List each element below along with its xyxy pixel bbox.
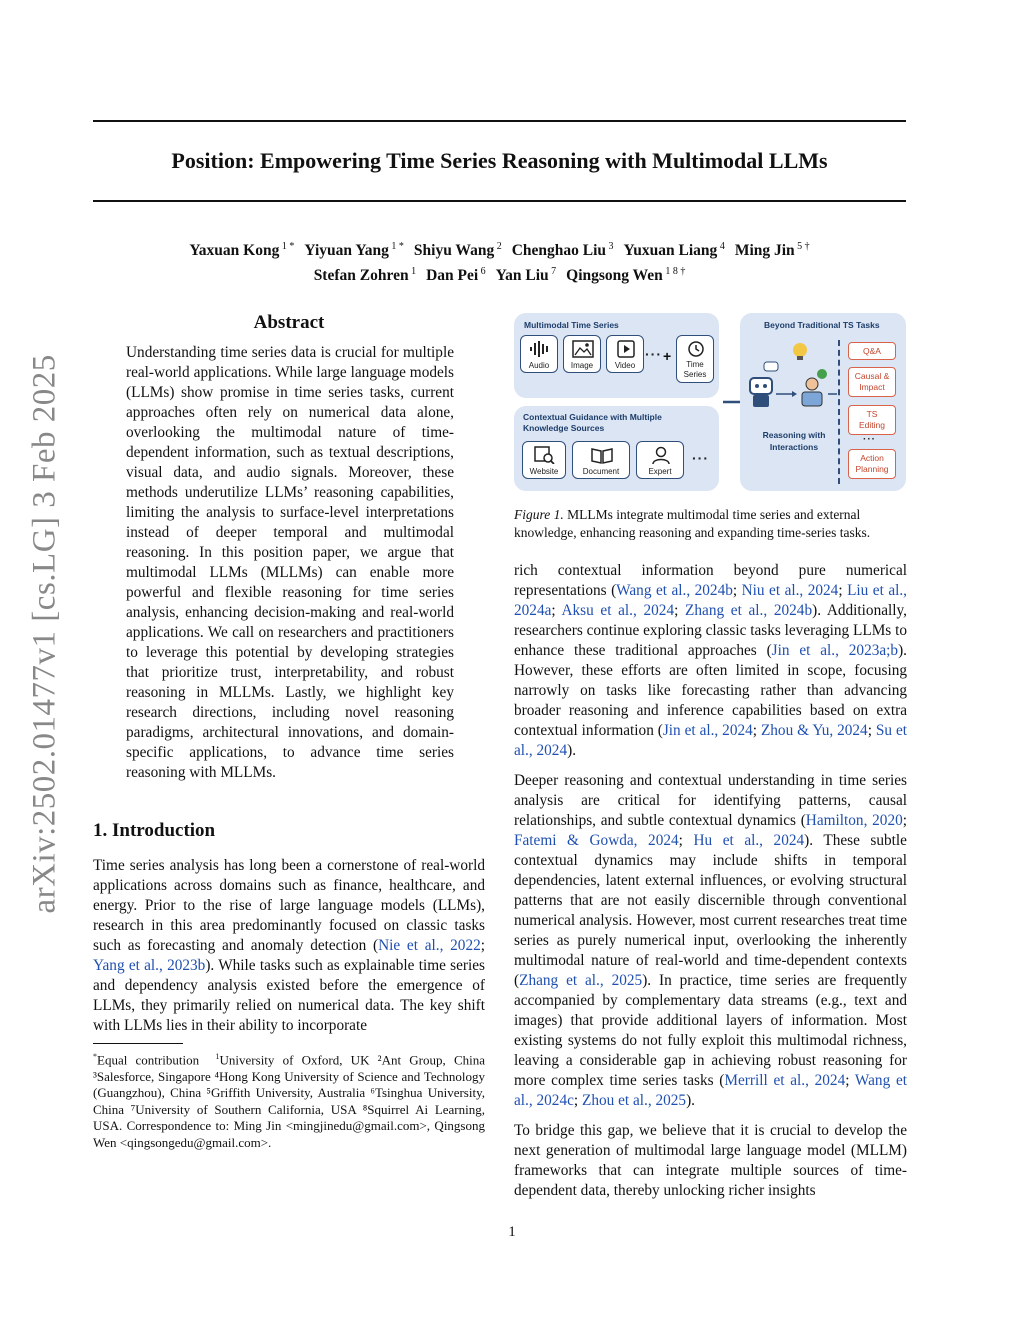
- title-top-rule: [93, 120, 906, 122]
- author: [735, 242, 810, 259]
- source-label: Website: [529, 467, 559, 476]
- arxiv-stamp: arXiv:2502.01477v1 [cs.LG] 3 Feb 2025: [26, 354, 63, 914]
- citation-link[interactable]: Nie et al., 2022: [378, 937, 481, 954]
- author: [496, 267, 557, 284]
- author: [624, 242, 725, 259]
- task-ts-editing: TS Editing: [848, 405, 896, 435]
- modality-label: Video: [614, 361, 636, 370]
- video-icon: [615, 340, 637, 358]
- citation-link[interactable]: Jin et al., 2024: [662, 722, 753, 739]
- author-affiliation: 3: [606, 241, 614, 252]
- author-name: Yan Liu: [495, 267, 549, 285]
- author-affiliation: 6: [478, 266, 486, 278]
- more-modalities-ellipsis: ···: [645, 346, 662, 362]
- audio-tile: [520, 335, 558, 373]
- source-label: Expert: [648, 467, 672, 476]
- document-book-icon: [591, 446, 613, 464]
- task-divider: [838, 340, 840, 484]
- author-affiliation: 2: [494, 241, 502, 252]
- panel-title: Multimodal Time Series: [524, 320, 619, 330]
- author-name: Qingsong Wen: [566, 267, 663, 285]
- citation-link[interactable]: Hamilton, 2020: [805, 812, 903, 829]
- citation-link[interactable]: Zhang et al., 2025: [519, 972, 643, 989]
- author-list: [93, 236, 906, 286]
- author-name: Chenghao Liu: [511, 242, 607, 260]
- footnote-rule: [93, 1043, 183, 1044]
- time-series-tile: [676, 335, 714, 383]
- author: [566, 267, 685, 284]
- author-name: Shiyu Wang: [413, 242, 495, 260]
- footnote-equal-contribution: Equal contribution: [97, 1052, 200, 1068]
- citation-link[interactable]: Yang et al., 2023b: [93, 957, 206, 974]
- abstract-heading: Abstract: [253, 312, 325, 333]
- video-tile: [606, 335, 644, 373]
- body-text: ). However, these efforts are often limited in scope, focusing narrowly on tasks like forecasting rather than advancing broader reasoning and inference capabilities based on extra contextual information (: [514, 642, 907, 739]
- task-action-planning: Action Planning: [848, 449, 896, 479]
- body-text: ). In practice, time series are frequently accompanied by complementary data streams (e.g., text and images) that provide additional layers of information. Most existing systems do not fully exploit this multimodal richness, leaving a considerable gap in achieving robust reasoning for more complex time series tasks (: [514, 972, 908, 1089]
- panel-title: Beyond Traditional TS Tasks: [764, 320, 880, 330]
- right-paragraph-3: To bridge this gap, we believe that it is crucial to develop the next generation of multimodal large language model (MLLM) frameworks that can integrate multiple sources of time-dependent data, thereby unlocking richer insights: [514, 1122, 907, 1199]
- body-text: ).: [567, 742, 577, 759]
- citation-link[interactable]: Hu et al., 2024: [693, 832, 805, 849]
- citation-link[interactable]: Zhang et al., 2024b: [685, 602, 813, 619]
- author-affiliation: 1: [408, 266, 417, 278]
- section-heading-introduction: 1. Introduction: [93, 820, 216, 841]
- author-affiliation: 1 8 †: [662, 266, 686, 278]
- panel-title: Contextual Guidance with Multiple Knowledge Sources: [523, 412, 662, 433]
- image-tile: [563, 335, 601, 373]
- citation-link[interactable]: Zhou & Yu, 2024: [760, 722, 868, 739]
- right-paragraph-1: rich contextual information beyond pure numerical representations (Wang et al., 2024b; Niu et al., 2024; Liu et al., 2024a; Aksu et al., 2024; Zhang et al., 2024b). Additionally, researchers continue exploring classic tasks leveraging LLMs to enhance these traditional approaches (Jin et al., 2023a;b). However, these efforts are often limited in scope, focusing narrowly on tasks like forecasting rather than advancing broader reasoning and inference capabilities based on extra contextual information (Jin et al., 2024; Zhou & Yu, 2024; Su et al., 2024).: [514, 562, 908, 759]
- modality-label: Image: [570, 361, 594, 370]
- body-text: ).: [686, 1092, 695, 1109]
- intro-text: ). While tasks such as explainable time series and dependency analysis existed before the emergence of LLMs, they primarily relied on numerical data. The key shift with LLMs lies in their ability to incorporate: [93, 957, 485, 1034]
- expert-tile: [636, 441, 684, 479]
- author: [314, 267, 416, 284]
- author-affiliation: 7: [548, 266, 557, 278]
- task-qa: Q&A: [848, 342, 896, 360]
- intro-paragraph: [93, 856, 485, 1036]
- citation-link[interactable]: Merrill et al., 2024: [724, 1072, 846, 1089]
- body-text: ). These subtle contextual dynamics may include shifts in temporal dependencies, latent external influences, or evolving structural patterns that are not easily discernible through conventional numerical analysis. However, most current researches treat time series as purely numerical input, overlooking the inherently multimodal nature of real-world and time-dependent contexts (: [514, 832, 907, 989]
- author: [426, 267, 486, 284]
- citation-link[interactable]: Wang et al., 2024c: [514, 1072, 907, 1109]
- author-name: Yiyuan Yang: [304, 242, 389, 260]
- intro-text: Time series analysis has long been a cornerstone of real-world applications across domains such as finance, healthcare, and energy. Prior to the rise of large language models (LLMs), research in this area predominantly focused on classic tasks such as forecasting and anomaly detection (: [93, 857, 485, 954]
- citation-link[interactable]: Niu et al., 2024: [741, 582, 839, 599]
- body-text: ). Additionally, researchers continue exploring classic tasks leveraging LLMs to enhance these traditional approaches (: [514, 602, 907, 659]
- website-search-icon: [534, 446, 556, 464]
- footnote-affiliations: University of Oxford, UK ²Ant Group, China ³Salesforce, Singapore ⁴Hong Kong University of Science and Technology (Guangzhou), China ⁵Griffith University, Australia ⁶Tsinghua University, China ⁷University of Southern California, USA ⁸Squirrel Ai Learning, USA. Correspondence to: Ming Jin <mingjinedu@gmail.com>, Qingsong Wen <qingsongedu@gmail.com>.: [93, 1052, 486, 1150]
- body-text: Deeper reasoning and contextual understanding in time series analysis are critical for identifying patterns, causal relationships, and subtle contextual dynamics (: [514, 772, 907, 829]
- intro-text: ;: [480, 937, 485, 954]
- body-text: rich contextual information beyond pure numerical representations (: [514, 562, 907, 599]
- page-number: 1: [508, 1224, 516, 1240]
- author-name: Ming Jin: [734, 242, 795, 260]
- robot-and-user-icon: [742, 340, 842, 414]
- source-label: Document: [582, 467, 620, 476]
- author-name: Stefan Zohren: [313, 267, 409, 285]
- author: [189, 242, 294, 259]
- abstract-text: Understanding time series data is crucial for multiple real-world applications. While large language models (LLMs) show promise in time series tasks, current approaches often rely on numerical data alone, overlooking the multimodal nature of time-dependent information, such as textual descriptions, visual data, and audio signals. Moreover, these methods underutilize LLMs’ reasoning capabilities, limiting the analysis to surface-level interpretations instead of deeper temporal and multimodal reasoning. In this position paper, we argue that multimodal LLMs (MLLMs) can enable more powerful and flexible reasoning for time series analysis, enhancing decision-making and real-world applications. We call on researchers and practitioners to leverage this potential by developing strategies that prioritize trust, interpretability, and robust reasoning in MLLMs. Lastly, we highlight key research directions, including novel reasoning paradigms, architectural innovations, and domain-specific applications, to advance time series reasoning with MLLMs.: [126, 344, 454, 781]
- task-causal-impact: Causal & Impact: [848, 367, 896, 397]
- modality-label: Time Series: [683, 360, 707, 379]
- author-affiliation: 1 *: [279, 241, 295, 252]
- footnote: *Equal contribution $^1$University of Oxford, UK ²Ant Group, China ³Salesforce, Singapore ⁴Hong Kong University of Science and Technology (Guangzhou), China ⁵Griffith University, Australia ⁶Tsinghua University, China ⁷University of Southern California, USA ⁸Squirrel Ai Learning, USA. Correspondence to: Ming Jin <mingjinedu@gmail.com>, Qingsong Wen <qingsongedu@gmail.com>.: [93, 1052, 486, 1150]
- citation-link[interactable]: Wang et al., 2024b: [616, 582, 733, 599]
- reasoning-label: Reasoning with Interactions: [762, 430, 826, 452]
- author-affiliation: 5 †: [794, 241, 810, 252]
- website-tile: [522, 441, 566, 479]
- more-sources-ellipsis: ···: [692, 450, 709, 466]
- time-series-clock-icon: [685, 340, 707, 358]
- document-tile: [572, 441, 630, 479]
- title-bottom-rule: [93, 200, 906, 202]
- figure-caption: [514, 506, 908, 542]
- expert-person-icon: [650, 446, 672, 464]
- right-paragraph-2: Deeper reasoning and contextual understanding in time series analysis are critical for identifying patterns, causal relationships, and subtle contextual dynamics (Hamilton, 2020; Fatemi & Gowda, 2024; Hu et al., 2024). These subtle contextual dynamics may include shifts in temporal dependencies, latent external influences, or evolving structural patterns that are not easily discernible through conventional numerical analysis. However, most current researches treat time series as purely numerical input, overlooking the inherently multimodal nature of real-world and time-dependent contexts (Zhang et al., 2025). In practice, time series are frequently accompanied by complementary data streams (e.g., text and images) that provide additional layers of information. Most existing systems do not fully exploit this multimodal richness, leaving a considerable gap in achieving robust reasoning for more complex time series tasks (Merrill et al., 2024; Wang et al., 2024c; Zhou et al., 2025).: [514, 772, 908, 1109]
- figure-1: [514, 312, 908, 498]
- author: [304, 242, 404, 259]
- citation-link[interactable]: Liu et al., 2024a: [514, 582, 908, 619]
- author: [414, 242, 502, 259]
- citation-link[interactable]: Aksu et al., 2024: [561, 602, 675, 619]
- paper-title: Position: Empowering Time Series Reasoning with Multimodal LLMs: [171, 148, 828, 173]
- plus-sign: +: [663, 348, 672, 364]
- author-line-2: [93, 261, 906, 286]
- author-affiliation: 4: [717, 241, 725, 252]
- citation-link[interactable]: Fatemi & Gowda, 2024: [514, 832, 679, 849]
- author-name: Yuxuan Liang: [623, 242, 718, 260]
- author-name: Dan Pei: [426, 267, 479, 285]
- author-affiliation: 1 *: [388, 241, 404, 252]
- caption-label: Figure 1.: [514, 507, 564, 522]
- more-tasks-ellipsis: ···: [863, 434, 876, 445]
- image-icon: [572, 340, 594, 358]
- citation-link[interactable]: Su et al., 2024: [514, 722, 907, 759]
- caption-text: MLLMs integrate multimodal time series and external knowledge, enhancing reasoning and expanding time-series tasks.: [514, 507, 871, 540]
- author-line-1: [93, 236, 906, 261]
- author-name: Yaxuan Kong: [189, 242, 280, 260]
- modality-label: Audio: [528, 361, 550, 370]
- author: [512, 242, 614, 259]
- citation-link[interactable]: Zhou et al., 2025: [581, 1092, 687, 1109]
- citation-link[interactable]: Jin et al., 2023a;b: [771, 642, 899, 659]
- audio-waveform-icon: [529, 340, 551, 358]
